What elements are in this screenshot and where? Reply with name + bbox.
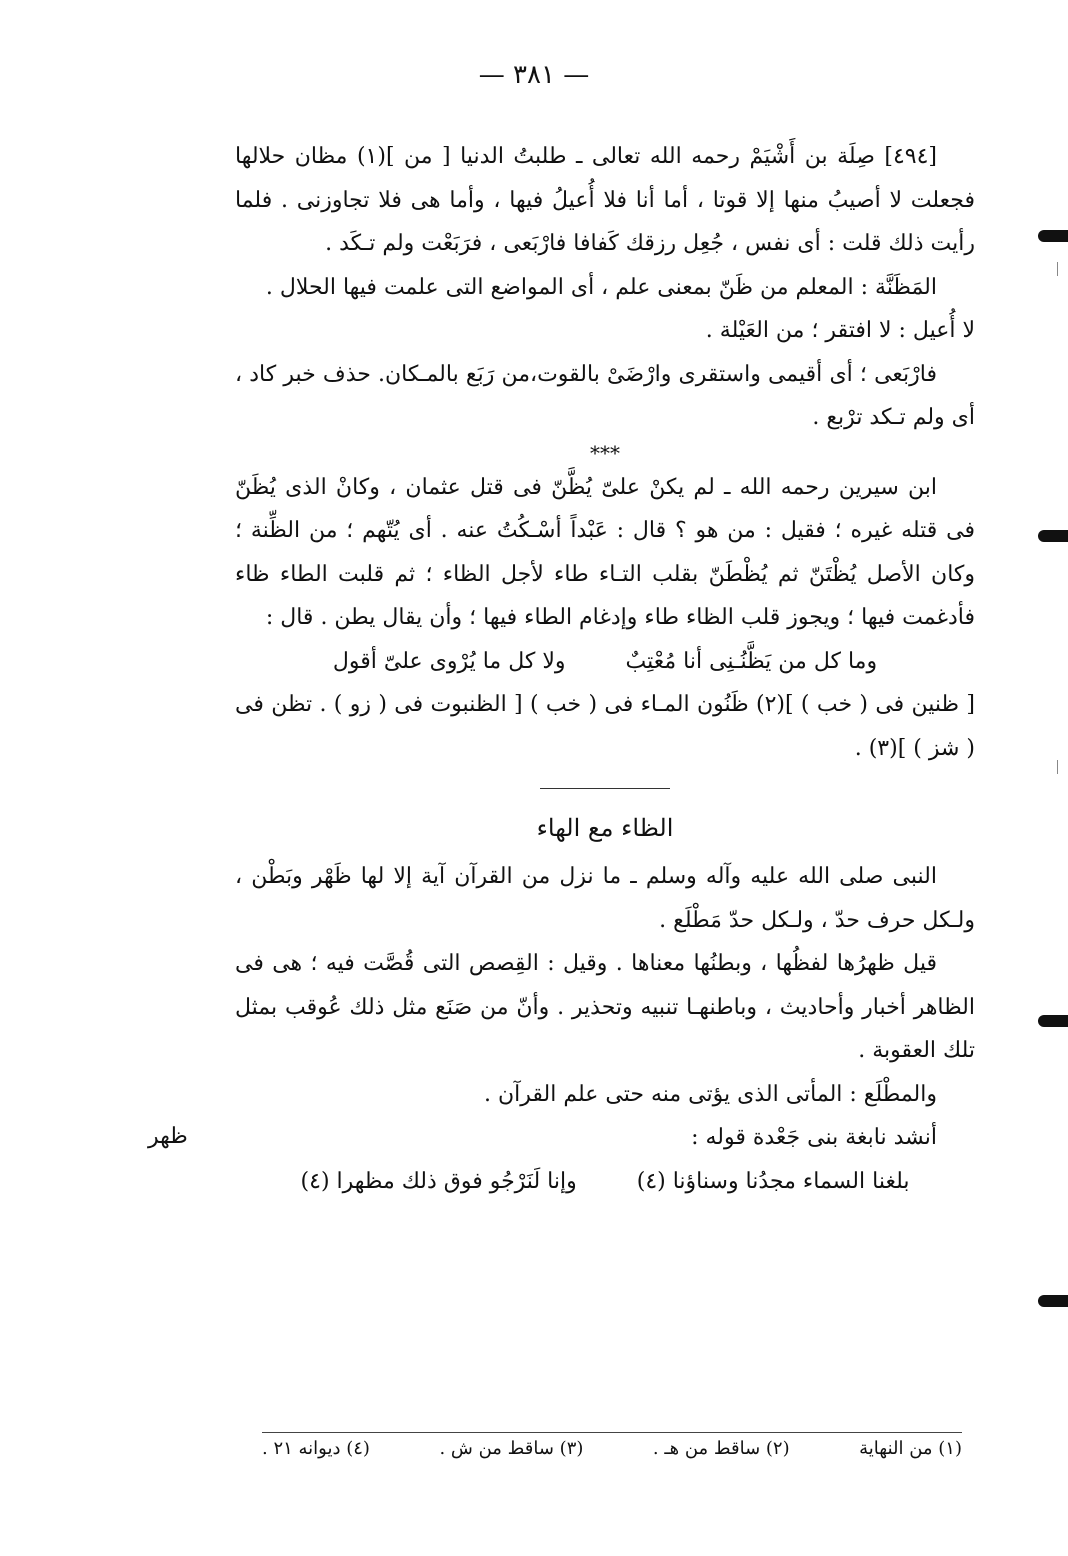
section-heading: الظاء مع الهاء [536, 814, 674, 842]
footnote-1: (١) من النهاية [859, 1438, 962, 1459]
scan-edge-tick [1057, 760, 1058, 774]
paragraph-cross-references: [ ظنين فى ( خب ) ](٢) ظَنُون المـاء فى ( خب ) [ الظنبوت فى ( زو ) . تظن فى ( شز ) ](٣) . [235, 692, 976, 761]
verse-hemistich-first: وما كل من يَظَّنُـنِى أنا مُعْتِبٌ [625, 648, 878, 674]
paragraph-entry-494: [٤٩٤] صِلَة بن أَشْيَمْ رحمه الله تعالى ـ طلبتُ الدنيا [ من ](١) مظان حلالها فجعلت لا أصيبُ منها إلا قوتا ، أما أنا فلا أُعيلُ فيها ، وأما هى فلا تجاوزنى . فلما رأيت ذلك قلت : أى نفس ، جُعِل رزقك كَفافا فارْبَعى ، فرَبَعْت ولم تـكَد . [235, 144, 975, 256]
text-column [235, 135, 975, 1203]
scan-edge-mark [1038, 1295, 1068, 1307]
margin-keyword: ظهر [148, 1124, 188, 1149]
section-separator: *** [590, 440, 620, 465]
verse-hemistich-second: ولا كل ما يُرْوى علىّ أقول [332, 648, 566, 674]
verse-line-nabigha [235, 1160, 975, 1204]
section-rule [540, 788, 670, 789]
paragraph-gloss-mazanna: المَظَنَّة : المعلم من ظَنّ بمعنى علم ، أى المواضع التى علمت فيها الحلال . [265, 274, 937, 300]
paragraph-gloss-irbai: فارْبَعى ؛ أى أقيمى واستقرى وارْضَىْ بالقوت،من رَبَع بالمـكان. حذف خبر كاد ، أى ولم تـكد ترْبع . [235, 361, 975, 430]
paragraph-hadith: النبى صلى الله عليه وآله وسلم ـ ما نزل من القرآن آية إلا لها ظَهْر وبَطْن ، ولـكل حرف حدّ ، ولـكل حدّ مَطْلَع . [235, 864, 975, 933]
footnote-2: (٢) ساقط من هـ . [652, 1438, 790, 1459]
footnote-4: (٤) ديوانه ٢١ . [262, 1438, 370, 1459]
footnotes [262, 1438, 962, 1459]
verse-hemistich-first: بلغنا السماء مجدُنا وسناؤنا (٤) [636, 1168, 910, 1194]
scan-edge-mark [1038, 1015, 1068, 1027]
page-number: — ٣٨١ — [478, 60, 590, 90]
paragraph-gloss-uil: لا أُعيل : لا افتقر ؛ من العَيْلة . [705, 318, 975, 343]
scan-edge-mark [1038, 530, 1068, 542]
paragraph-gloss-zahr: قيل ظهرُها لفظُها ، وبطنُها معناها . وقيل : القِصص التى قُصَّت فيه ؛ هى فى الظاهر أخبار وأحاديث ، وباطنهـا تنبيه وتحذير . وأنّ من صَنَع مثل ذلك عُوقب بمثل تلك العقوبة . [235, 951, 975, 1063]
verse-line [235, 640, 975, 684]
paragraph-gloss-matla: والمطْلَع : المأتى الذى يؤتى منه حتى علم القرآن . [484, 1081, 937, 1107]
verse-hemistich-second: وإنا لَنَرْجُو فوق ذلك مظهرا (٤) [300, 1168, 577, 1194]
footnote-rule [262, 1432, 962, 1433]
scan-edge-mark [1038, 230, 1068, 242]
scan-edge-tick [1057, 262, 1058, 276]
paragraph-poem-intro: أنشد نابغة بنى جَعْدة قوله : [691, 1125, 937, 1150]
footnote-3: (٣) ساقط من ش . [439, 1438, 584, 1459]
paragraph-entry-ibn-sirin: ابن سيرين رحمه الله ـ لم يكنْ علىّ يُظَّنّ فى قتل عثمان ، وكانْ الذى يُظَنّ فى قتله غيره ؛ فقيل : من هو ؟ قال : عَبْداً أسْـكُتُ عنه . أى يُتّهم ؛ من الظِّنة ؛ وكان الأصل يُظْتَنّ ثم يُظْطَنّ بقلب التـاء طاء لأجل الظاء ؛ ثم قلبت الطاء ظاء فأدغمت فيها ؛ ويجوز قلب الظاء طاء وإدغام الطاء فيها ؛ وأن يقال يطن . قال : [235, 474, 975, 630]
